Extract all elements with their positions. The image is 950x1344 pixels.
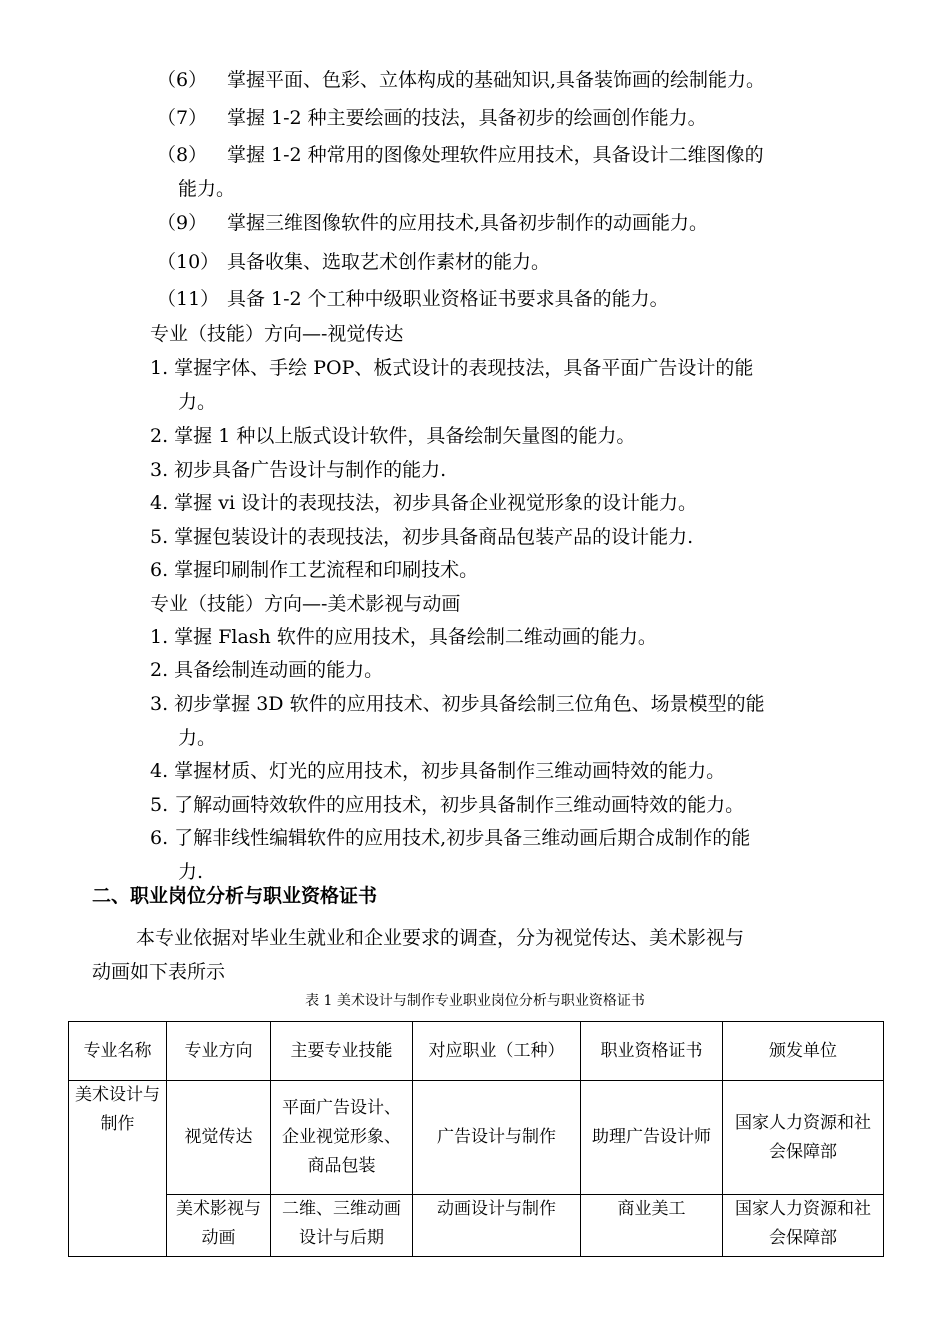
direction-cell: 视觉传达 [167, 1081, 271, 1195]
visual-item-5: 5. 掌握包装设计的表现技法，初步具备商品包装产品的设计能力. [150, 526, 694, 548]
item-text: 掌握 1-2 种主要绘画的技法，具备初步的绘画创作能力。 [227, 107, 707, 129]
visual-item-3: 3. 初步具备广告设计与制作的能力. [150, 459, 447, 481]
item-number: （8） [157, 144, 208, 166]
header-cell: 职业资格证书 [581, 1022, 723, 1081]
animation-item-1: 1. 掌握 Flash 软件的应用技术，具备绘制二维动画的能力。 [150, 626, 657, 648]
item-number: （7） [157, 107, 208, 129]
item-text: 具备收集、选取艺术创作素材的能力。 [227, 251, 551, 273]
major-name-cell: 美术设计与制作 [69, 1081, 167, 1257]
ability-item-10 [157, 250, 550, 274]
header-cell: 颁发单位 [723, 1022, 884, 1081]
animation-item-5: 5. 了解动画特效软件的应用技术，初步具备制作三维动画特效的能力。 [150, 794, 745, 816]
ability-item-8-continuation: 能力。 [178, 178, 236, 200]
table-row [69, 1195, 884, 1257]
ability-item-11 [157, 287, 669, 311]
item-number: （11） [157, 288, 220, 310]
direction-cell: 美术影视与动画 [167, 1195, 271, 1257]
skills-cell: 二维、三维动画设计与后期 [271, 1195, 413, 1257]
certificate-table [68, 1021, 884, 1257]
ability-item-8 [157, 143, 764, 167]
intro-line-1: 本专业依据对毕业生就业和企业要求的调查，分为视觉传达、美术影视与 [136, 927, 745, 949]
table-row [69, 1081, 884, 1195]
item-text: 掌握三维图像软件的应用技术,具备初步制作的动画能力。 [227, 212, 709, 234]
job-cell: 广告设计与制作 [413, 1081, 581, 1195]
header-cell: 主要专业技能 [271, 1022, 413, 1081]
intro-line-2: 动画如下表所示 [92, 961, 226, 983]
skills-cell: 平面广告设计、企业视觉形象、商品包装 [271, 1081, 413, 1195]
animation-item-4: 4. 掌握材质、灯光的应用技术，初步具备制作三维动画特效的能力。 [150, 760, 726, 782]
visual-item-1-continuation: 力。 [178, 391, 217, 413]
ability-item-9 [157, 211, 708, 235]
header-cell: 专业名称 [69, 1022, 167, 1081]
ability-item-6 [157, 68, 765, 92]
item-number: （10） [157, 251, 220, 273]
issuer-cell: 国家人力资源和社会保障部 [723, 1081, 884, 1195]
direction-heading-visual: 专业（技能）方向—-视觉传达 [150, 323, 404, 345]
item-text: 掌握 1-2 种常用的图像处理软件应用技术，具备设计二维图像的 [227, 144, 764, 166]
direction-heading-animation: 专业（技能）方向—-美术影视与动画 [150, 593, 461, 615]
job-cell: 动画设计与制作 [413, 1195, 581, 1257]
table-header-row [69, 1022, 884, 1081]
header-cell: 对应职业（工种） [413, 1022, 581, 1081]
item-text: 掌握平面、色彩、立体构成的基础知识,具备装饰画的绘制能力。 [227, 69, 766, 91]
item-number: （9） [157, 212, 208, 234]
certificate-cell: 助理广告设计师 [581, 1081, 723, 1195]
visual-item-1: 1. 掌握字体、手绘 POP、板式设计的表现技法，具备平面广告设计的能 [150, 357, 754, 379]
ability-item-7 [157, 106, 707, 130]
animation-item-6: 6. 了解非线性编辑软件的应用技术,初步具备三维动画后期合成制作的能 [150, 827, 751, 849]
animation-item-3-continuation: 力。 [178, 727, 217, 749]
visual-item-4: 4. 掌握 vi 设计的表现技法，初步具备企业视觉形象的设计能力。 [150, 492, 698, 514]
section-heading: 二、职业岗位分析与职业资格证书 [92, 885, 378, 907]
certificate-cell: 商业美工 [581, 1195, 723, 1257]
visual-item-6: 6. 掌握印刷制作工艺流程和印刷技术。 [150, 559, 479, 581]
header-cell: 专业方向 [167, 1022, 271, 1081]
item-text: 具备 1-2 个工种中级职业资格证书要求具备的能力。 [227, 288, 669, 310]
animation-item-3: 3. 初步掌握 3D 软件的应用技术、初步具备绘制三位角色、场景模型的能 [150, 693, 765, 715]
table-caption: 表 1 美术设计与制作专业职业岗位分析与职业资格证书 [305, 993, 645, 1009]
visual-item-2: 2. 掌握 1 种以上版式设计软件，具备绘制矢量图的能力。 [150, 425, 636, 447]
issuer-cell: 国家人力资源和社会保障部 [723, 1195, 884, 1257]
animation-item-6-continuation: 力. [178, 861, 204, 883]
animation-item-2: 2. 具备绘制连动画的能力。 [150, 659, 384, 681]
item-number: （6） [157, 69, 208, 91]
